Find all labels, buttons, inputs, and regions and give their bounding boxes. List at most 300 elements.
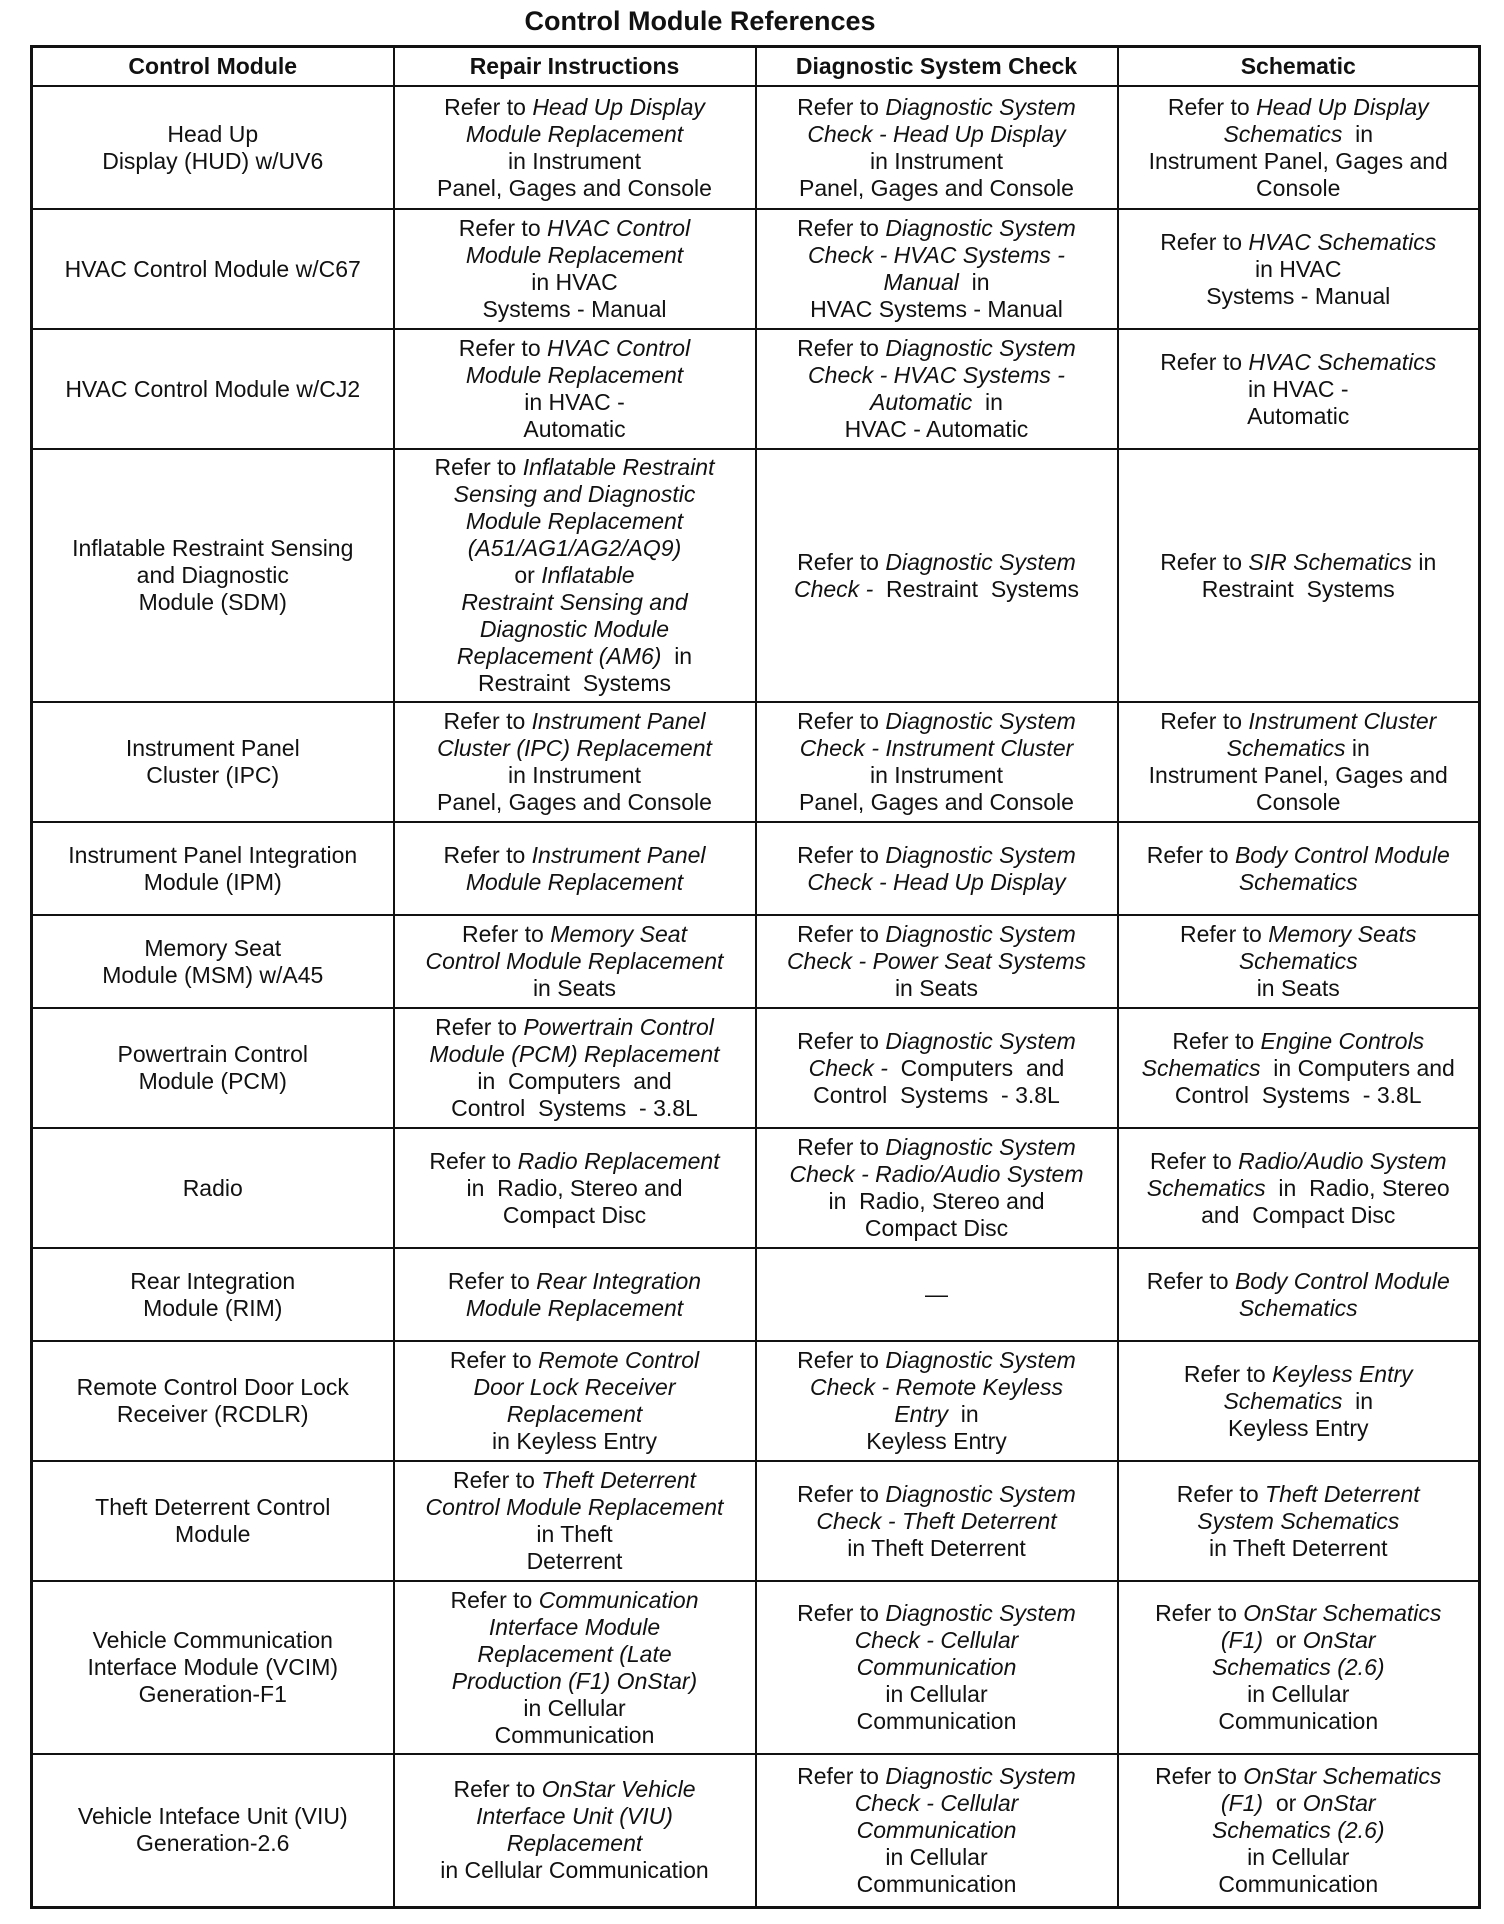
reference-text: in Keyless Entry bbox=[492, 1428, 657, 1454]
reference-link-text[interactable]: Check - Instrument Cluster bbox=[799, 735, 1074, 761]
reference-line bbox=[763, 975, 1111, 1002]
reference-line bbox=[763, 1374, 1111, 1401]
reference-link-text[interactable]: HVAC Control bbox=[547, 215, 691, 241]
reference-link-text[interactable]: Check - Radio/Audio System bbox=[789, 1161, 1084, 1187]
reference-link-text[interactable]: Diagnostic System bbox=[885, 215, 1076, 241]
cell-schematic bbox=[1118, 1248, 1480, 1341]
reference-link-text[interactable]: Module (PCM) Replacement bbox=[429, 1041, 720, 1067]
reference-link-text[interactable]: Replacement (AM6) bbox=[456, 643, 662, 669]
reference-text: Refer to bbox=[1146, 841, 1235, 868]
reference-link-text[interactable]: Schematics bbox=[1141, 1054, 1261, 1081]
reference-line bbox=[401, 1494, 749, 1521]
reference-link-text[interactable]: Body Control Module bbox=[1234, 1267, 1450, 1294]
reference-link-text[interactable]: Powertrain Control bbox=[523, 1014, 714, 1040]
reference-link-text[interactable]: Door Lock Receiver bbox=[473, 1374, 676, 1400]
reference-link-text[interactable]: Schematics bbox=[1226, 735, 1346, 761]
reference-line bbox=[763, 1401, 1111, 1428]
reference-link-text[interactable]: HVAC Schematics bbox=[1248, 348, 1437, 375]
reference-link-text[interactable]: OnStar Vehicle bbox=[541, 1776, 696, 1803]
reference-text: in Cellular bbox=[885, 1843, 988, 1870]
reference-link-text[interactable]: Automatic bbox=[870, 389, 973, 415]
reference-link-text[interactable]: Schematics bbox=[1223, 120, 1343, 147]
cell-control-module bbox=[32, 86, 394, 209]
reference-link-text[interactable]: Replacement (Late bbox=[477, 1640, 672, 1667]
reference-link-text[interactable]: OnStar bbox=[1302, 1627, 1376, 1653]
reference-link-text[interactable]: Memory Seats bbox=[1268, 921, 1417, 947]
reference-link-text[interactable]: Diagnostic System bbox=[885, 1762, 1076, 1789]
reference-line bbox=[401, 1668, 749, 1695]
reference-line bbox=[1125, 349, 1473, 376]
reference-text: in Theft Deterrent bbox=[1208, 1534, 1388, 1561]
reference-link-text[interactable]: Interface Unit (VIU) bbox=[476, 1803, 673, 1830]
reference-line bbox=[401, 1374, 749, 1401]
reference-text: or bbox=[1263, 1627, 1303, 1653]
reference-line bbox=[763, 1481, 1111, 1508]
reference-line bbox=[763, 1871, 1111, 1898]
reference-text: Refer to bbox=[450, 1586, 539, 1613]
reference-line bbox=[401, 975, 749, 1002]
reference-text: Control Systems - 3.8L bbox=[1174, 1081, 1422, 1108]
cell-repair-instructions bbox=[394, 209, 756, 329]
reference-text: Refer to bbox=[443, 841, 532, 868]
reference-line bbox=[763, 789, 1111, 816]
reference-text: in Cellular bbox=[885, 1681, 988, 1707]
reference-text: in Cellular Communication bbox=[440, 1857, 709, 1884]
reference-link-text[interactable]: Diagnostic System bbox=[885, 1480, 1076, 1507]
reference-link-text[interactable]: Head Up Display bbox=[532, 93, 705, 120]
reference-link-text[interactable]: Interface Module bbox=[488, 1613, 661, 1640]
reference-text: Systems - Manual bbox=[1206, 282, 1391, 309]
reference-text: Compact Disc bbox=[502, 1201, 647, 1228]
module-name-line: Instrument Panel Integration bbox=[68, 841, 358, 868]
reference-link-text[interactable]: Keyless Entry bbox=[1272, 1360, 1413, 1387]
reference-link-text[interactable]: Rear Integration bbox=[536, 1267, 702, 1294]
reference-link-text[interactable]: Diagnostic System bbox=[885, 1347, 1076, 1373]
reference-link-text[interactable]: Cluster (IPC) Replacement bbox=[437, 735, 712, 761]
reference-line bbox=[763, 1508, 1111, 1535]
cell-schematic bbox=[1118, 1008, 1480, 1128]
cell-control-module bbox=[32, 1248, 394, 1341]
cell-diagnostic-system-check bbox=[756, 1754, 1118, 1907]
reference-link-text[interactable]: Diagnostic System bbox=[885, 921, 1076, 947]
reference-text: in bbox=[1342, 120, 1374, 147]
cell-repair-instructions bbox=[394, 329, 756, 449]
cell-schematic bbox=[1118, 1461, 1480, 1581]
cell-schematic bbox=[1118, 702, 1480, 822]
reference-text: HVAC - Automatic bbox=[844, 416, 1029, 442]
reference-link-text[interactable]: Schematics bbox=[1238, 948, 1358, 974]
reference-link-text[interactable]: Diagnostic System bbox=[885, 1600, 1076, 1626]
reference-link-text[interactable]: Inflatable Restraint bbox=[522, 454, 715, 480]
reference-line bbox=[401, 735, 749, 762]
reference-text: Refer to bbox=[458, 335, 548, 361]
cell-diagnostic-system-check bbox=[756, 822, 1118, 915]
module-name-line: Module (PCM) bbox=[138, 1068, 287, 1094]
reference-line bbox=[763, 242, 1111, 269]
reference-link-text[interactable]: (A51/AG1/AG2/AQ9) bbox=[467, 535, 682, 561]
reference-link-text[interactable]: Instrument Cluster bbox=[1248, 708, 1437, 734]
reference-link-text[interactable]: (F1) bbox=[1220, 1789, 1264, 1816]
reference-text: Panel, Gages and Console bbox=[437, 174, 712, 201]
reference-text: in Radio, Stereo bbox=[1265, 1174, 1450, 1201]
reference-link-text[interactable]: Entry bbox=[894, 1401, 948, 1427]
reference-link-text[interactable]: Radio Replacement bbox=[517, 1147, 720, 1174]
reference-text: in Theft Deterrent bbox=[847, 1534, 1026, 1561]
reference-line bbox=[1125, 1268, 1473, 1295]
cell-schematic bbox=[1118, 449, 1480, 702]
reference-text: in Seats bbox=[532, 975, 617, 1001]
reference-link-text[interactable]: Engine Controls bbox=[1260, 1027, 1425, 1054]
reference-link-text[interactable]: Check - bbox=[808, 1054, 888, 1081]
reference-link-text[interactable]: Check - HVAC Systems - bbox=[808, 362, 1065, 388]
reference-link-text[interactable]: Module Replacement bbox=[465, 242, 684, 268]
table-row bbox=[32, 86, 1480, 209]
reference-link-text[interactable]: Communication bbox=[538, 1586, 699, 1613]
cell-control-module bbox=[32, 1461, 394, 1581]
reference-text: in HVAC - bbox=[1247, 375, 1349, 402]
table-row bbox=[32, 1461, 1480, 1581]
reference-text: Refer to bbox=[429, 1147, 518, 1174]
reference-text: in Computers and bbox=[477, 1068, 672, 1094]
reference-line bbox=[763, 1708, 1111, 1735]
reference-text: Restraint Systems bbox=[873, 575, 1080, 602]
reference-link-text[interactable]: Sensing and Diagnostic bbox=[453, 481, 696, 507]
reference-link-text[interactable]: OnStar Schematics bbox=[1243, 1762, 1442, 1789]
reference-line bbox=[763, 362, 1111, 389]
control-module-table bbox=[30, 45, 1481, 1909]
reference-line bbox=[763, 1028, 1111, 1055]
reference-link-text[interactable]: Instrument Panel bbox=[531, 841, 706, 868]
reference-line bbox=[401, 121, 749, 148]
reference-link-text[interactable]: Module Replacement bbox=[465, 868, 684, 895]
reference-link-text[interactable]: Replacement bbox=[506, 1830, 643, 1857]
header-control-module: Control Module bbox=[32, 47, 394, 87]
reference-text: Keyless Entry bbox=[866, 1428, 1007, 1454]
reference-link-text[interactable]: OnStar Schematics bbox=[1243, 1600, 1442, 1626]
cell-schematic bbox=[1118, 915, 1480, 1008]
reference-text: in HVAC bbox=[531, 269, 618, 295]
reference-line bbox=[401, 242, 749, 269]
reference-line bbox=[401, 589, 749, 616]
reference-line bbox=[763, 1134, 1111, 1161]
reference-link-text[interactable]: Check - Power Seat Systems bbox=[786, 948, 1087, 974]
reference-line bbox=[401, 948, 749, 975]
table-row bbox=[32, 1581, 1480, 1754]
reference-line bbox=[763, 416, 1111, 443]
reference-link-text[interactable]: Module Replacement bbox=[465, 508, 684, 534]
reference-line bbox=[1125, 869, 1473, 896]
cell-schematic bbox=[1118, 1754, 1480, 1907]
reference-text: Instrument Panel, Gages and bbox=[1148, 762, 1448, 788]
reference-line bbox=[1125, 842, 1473, 869]
reference-text: Communication bbox=[494, 1721, 655, 1748]
reference-link-text[interactable]: Remote Control bbox=[538, 1347, 700, 1373]
reference-line bbox=[1125, 735, 1473, 762]
cell-control-module bbox=[32, 329, 394, 449]
reference-link-text[interactable]: HVAC Control bbox=[547, 335, 691, 361]
reference-text: Refer to bbox=[444, 93, 533, 120]
cell-schematic bbox=[1118, 329, 1480, 449]
reference-link-text[interactable]: Communication bbox=[856, 1654, 1017, 1680]
reference-link-text[interactable]: Memory Seat bbox=[550, 921, 687, 947]
table-row bbox=[32, 329, 1480, 449]
reference-text: in Cellular bbox=[523, 1694, 626, 1721]
cell-diagnostic-system-check bbox=[756, 209, 1118, 329]
module-name-line: HVAC Control Module w/C67 bbox=[64, 255, 361, 282]
reference-line bbox=[763, 921, 1111, 948]
reference-link-text[interactable]: Check - Cellular bbox=[854, 1789, 1019, 1816]
reference-line bbox=[763, 296, 1111, 323]
reference-link-text[interactable]: Schematics bbox=[1146, 1174, 1266, 1201]
reference-text: in Instrument bbox=[870, 762, 1003, 788]
reference-line bbox=[401, 1268, 749, 1295]
cell-control-module bbox=[32, 915, 394, 1008]
reference-link-text[interactable]: SIR Schematics bbox=[1248, 548, 1413, 575]
cell-schematic bbox=[1118, 822, 1480, 915]
reference-line bbox=[401, 454, 749, 481]
reference-text: Refer to bbox=[797, 548, 886, 575]
reference-link-text[interactable]: Radio/Audio System bbox=[1238, 1147, 1447, 1174]
reference-line bbox=[401, 1347, 749, 1374]
reference-text: in bbox=[1345, 735, 1370, 761]
reference-text: Refer to bbox=[1160, 348, 1249, 375]
reference-link-text[interactable]: Instrument Panel bbox=[531, 708, 706, 734]
reference-text: in Cellular bbox=[1247, 1681, 1350, 1707]
reference-line bbox=[1125, 1295, 1473, 1322]
reference-line bbox=[401, 1467, 749, 1494]
cell-diagnostic-system-check bbox=[756, 702, 1118, 822]
reference-text: Refer to bbox=[797, 1762, 886, 1789]
reference-line bbox=[1125, 1790, 1473, 1817]
reference-link-text[interactable]: Theft Deterrent bbox=[541, 1467, 696, 1493]
module-name-line: and Diagnostic bbox=[136, 562, 289, 588]
reference-link-text[interactable]: Check - HVAC Systems - bbox=[808, 242, 1065, 268]
reference-line bbox=[1125, 1481, 1473, 1508]
reference-link-text[interactable]: Schematics bbox=[1238, 1294, 1358, 1321]
reference-line bbox=[763, 1627, 1111, 1654]
reference-line bbox=[763, 869, 1111, 896]
reference-link-text[interactable]: Control Module Replacement bbox=[425, 1494, 724, 1520]
reference-line bbox=[401, 1521, 749, 1548]
reference-text: — bbox=[925, 1281, 948, 1307]
reference-link-text[interactable]: Check - Cellular bbox=[854, 1627, 1019, 1653]
reference-line bbox=[763, 549, 1111, 576]
module-name-line: Module (RIM) bbox=[143, 1294, 283, 1321]
reference-text: in Theft bbox=[536, 1521, 613, 1547]
reference-link-text[interactable]: Check - Remote Keyless bbox=[809, 1374, 1064, 1400]
cell-repair-instructions bbox=[394, 449, 756, 702]
reference-link-text[interactable]: Control Module Replacement bbox=[425, 948, 724, 974]
reference-line bbox=[763, 121, 1111, 148]
reference-line bbox=[401, 1587, 749, 1614]
reference-text: Refer to bbox=[1176, 1480, 1266, 1507]
reference-link-text[interactable]: Diagnostic System bbox=[885, 708, 1076, 734]
reference-link-text[interactable]: Head Up Display bbox=[1256, 93, 1429, 120]
reference-text: in Instrument bbox=[870, 147, 1003, 174]
reference-text: Refer to bbox=[797, 1480, 886, 1507]
reference-link-text[interactable]: HVAC Schematics bbox=[1248, 228, 1437, 255]
reference-text: Communication bbox=[856, 1870, 1017, 1897]
reference-link-text[interactable]: (F1) bbox=[1220, 1627, 1264, 1653]
reference-link-text[interactable]: Module Replacement bbox=[465, 362, 684, 388]
reference-link-text[interactable]: Check - Head Up Display bbox=[807, 120, 1066, 147]
reference-line bbox=[1125, 283, 1473, 310]
reference-line bbox=[401, 708, 749, 735]
reference-link-text[interactable]: OnStar bbox=[1302, 1789, 1376, 1816]
reference-line bbox=[401, 1695, 749, 1722]
cell-repair-instructions bbox=[394, 86, 756, 209]
reference-line bbox=[401, 481, 749, 508]
reference-link-text[interactable]: Diagnostic System bbox=[885, 1134, 1076, 1160]
reference-link-text[interactable]: Replacement bbox=[506, 1401, 643, 1427]
reference-line bbox=[401, 389, 749, 416]
cell-diagnostic-system-check bbox=[756, 915, 1118, 1008]
cell-repair-instructions bbox=[394, 822, 756, 915]
table-row bbox=[32, 702, 1480, 822]
reference-text: Control Systems - 3.8L bbox=[813, 1081, 1060, 1108]
reference-link-text[interactable]: Communication bbox=[856, 1816, 1017, 1843]
reference-line bbox=[401, 1295, 749, 1322]
reference-text: in Seats bbox=[894, 975, 979, 1001]
table-row bbox=[32, 1128, 1480, 1248]
reference-line bbox=[401, 762, 749, 789]
reference-line bbox=[763, 842, 1111, 869]
reference-text: Refer to bbox=[797, 921, 886, 947]
cell-control-module bbox=[32, 209, 394, 329]
reference-link-text[interactable]: Inflatable bbox=[541, 562, 635, 588]
reference-link-text[interactable]: Check - bbox=[793, 575, 874, 602]
reference-line bbox=[401, 670, 749, 697]
reference-text: Refer to bbox=[797, 335, 886, 361]
reference-line bbox=[763, 708, 1111, 735]
reference-line bbox=[1125, 1654, 1473, 1681]
reference-line bbox=[401, 362, 749, 389]
reference-link-text[interactable]: Module Replacement bbox=[465, 120, 684, 147]
reference-text: Refer to bbox=[1149, 1147, 1239, 1174]
table-row bbox=[32, 1248, 1480, 1341]
cell-diagnostic-system-check bbox=[756, 1248, 1118, 1341]
reference-text: Computers and bbox=[887, 1054, 1065, 1081]
table-row bbox=[32, 1754, 1480, 1907]
reference-line bbox=[763, 1817, 1111, 1844]
reference-link-text[interactable]: Diagnostic System bbox=[885, 1027, 1076, 1054]
cell-repair-instructions bbox=[394, 915, 756, 1008]
module-name-line: Inflatable Restraint Sensing bbox=[72, 535, 354, 561]
module-name-line: Powertrain Control bbox=[117, 1041, 308, 1067]
reference-text: in Radio, Stereo and bbox=[828, 1188, 1045, 1214]
cell-diagnostic-system-check bbox=[756, 329, 1118, 449]
reference-link-text[interactable]: Restraint Sensing and bbox=[461, 589, 688, 615]
reference-link-text[interactable]: Diagnostic Module bbox=[479, 616, 670, 642]
reference-link-text[interactable]: Diagnostic System bbox=[885, 335, 1076, 361]
reference-line bbox=[401, 148, 749, 175]
reference-text: Refer to bbox=[797, 1134, 886, 1160]
reference-text: Compact Disc bbox=[864, 1215, 1009, 1241]
reference-line bbox=[763, 1535, 1111, 1562]
reference-link-text[interactable]: Check - Theft Deterrent bbox=[816, 1507, 1057, 1534]
reference-link-text[interactable]: Module Replacement bbox=[465, 1294, 684, 1321]
header-repair-instructions: Repair Instructions bbox=[394, 47, 756, 87]
module-name-line: Theft Deterrent Control bbox=[95, 1494, 331, 1520]
reference-link-text[interactable]: Schematics bbox=[1223, 1387, 1343, 1414]
reference-link-text[interactable]: Diagnostic System bbox=[885, 548, 1076, 575]
cell-control-module bbox=[32, 1341, 394, 1461]
reference-line bbox=[1125, 94, 1473, 121]
module-name-line: Head Up bbox=[167, 120, 259, 147]
reference-line bbox=[401, 1148, 749, 1175]
reference-link-text[interactable]: Diagnostic System bbox=[885, 93, 1076, 120]
module-name-line: Module bbox=[175, 1521, 251, 1547]
reference-link-text[interactable]: System Schematics bbox=[1197, 1507, 1400, 1534]
reference-line bbox=[1125, 148, 1473, 175]
cell-control-module bbox=[32, 449, 394, 702]
cell-schematic bbox=[1118, 1581, 1480, 1754]
reference-line bbox=[401, 1722, 749, 1749]
reference-line bbox=[763, 269, 1111, 296]
reference-link-text[interactable]: Schematics (2.6) bbox=[1211, 1654, 1385, 1680]
cell-control-module bbox=[32, 822, 394, 915]
reference-link-text[interactable]: Schematics bbox=[1238, 868, 1358, 895]
reference-line bbox=[763, 1281, 1111, 1308]
cell-repair-instructions bbox=[394, 1248, 756, 1341]
reference-text: Panel, Gages and Console bbox=[799, 174, 1074, 201]
reference-line bbox=[1125, 1055, 1473, 1082]
reference-link-text[interactable]: Production (F1) OnStar) bbox=[451, 1667, 698, 1694]
reference-line bbox=[401, 269, 749, 296]
reference-line bbox=[401, 508, 749, 535]
cell-diagnostic-system-check bbox=[756, 1461, 1118, 1581]
reference-line bbox=[763, 576, 1111, 603]
reference-text: Refer to bbox=[797, 841, 886, 868]
reference-line bbox=[401, 1548, 749, 1575]
reference-text: Refer to bbox=[443, 708, 532, 734]
module-name-line: Vehicle Inteface Unit (VIU) bbox=[77, 1803, 348, 1830]
reference-text: HVAC Systems - Manual bbox=[810, 296, 1063, 322]
reference-text: or bbox=[1263, 1789, 1303, 1816]
reference-line bbox=[1125, 403, 1473, 430]
reference-text: Console bbox=[1256, 789, 1341, 815]
reference-link-text[interactable]: Schematics (2.6) bbox=[1211, 1816, 1385, 1843]
reference-line bbox=[1125, 948, 1473, 975]
reference-link-text[interactable]: Diagnostic System bbox=[885, 841, 1076, 868]
reference-link-text[interactable]: Manual bbox=[883, 269, 959, 295]
reference-text: Refer to bbox=[797, 1027, 886, 1054]
reference-line bbox=[763, 1844, 1111, 1871]
reference-text: or bbox=[514, 562, 542, 588]
reference-line bbox=[763, 1082, 1111, 1109]
reference-line bbox=[763, 1428, 1111, 1455]
reference-line bbox=[401, 869, 749, 896]
reference-line bbox=[401, 1041, 749, 1068]
reference-text: in bbox=[1342, 1387, 1374, 1414]
reference-line bbox=[1125, 376, 1473, 403]
reference-link-text[interactable]: Body Control Module bbox=[1234, 841, 1450, 868]
reference-line bbox=[763, 1161, 1111, 1188]
reference-link-text[interactable]: Theft Deterrent bbox=[1265, 1480, 1420, 1507]
reference-line bbox=[1125, 1535, 1473, 1562]
reference-link-text[interactable]: Check - Head Up Display bbox=[807, 868, 1066, 895]
reference-text: Refer to bbox=[1160, 708, 1249, 734]
reference-line bbox=[401, 296, 749, 323]
reference-line bbox=[401, 616, 749, 643]
module-name-line: Radio bbox=[182, 1174, 243, 1201]
reference-line bbox=[1125, 1681, 1473, 1708]
reference-line bbox=[763, 94, 1111, 121]
cell-schematic bbox=[1118, 1128, 1480, 1248]
reference-text: Refer to bbox=[797, 708, 886, 734]
module-name-line: Receiver (RCDLR) bbox=[116, 1401, 309, 1427]
reference-text: Refer to bbox=[453, 1467, 542, 1493]
